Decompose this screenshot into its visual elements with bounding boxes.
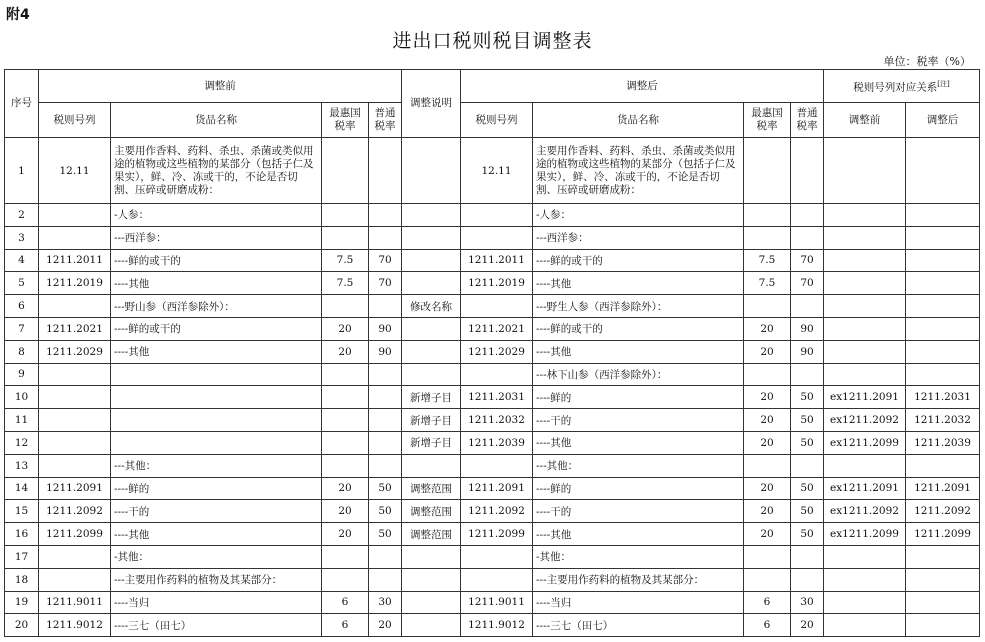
cell-before-general (369, 409, 402, 432)
cell-after-name: ----其他 (533, 431, 744, 454)
cell-after-general: 50 (791, 523, 824, 546)
cell-before-name: ----鲜的或干的 (111, 317, 322, 340)
table-row (5, 454, 980, 477)
cell-relation-before: ex1211.2092 (824, 409, 906, 432)
cell-after-general: 50 (791, 431, 824, 454)
cell-before-mfn (322, 386, 369, 409)
cell-after-mfn (744, 363, 791, 386)
table-row (5, 568, 980, 591)
cell-after-code (461, 204, 533, 227)
cell-note: 调整范围 (402, 500, 461, 523)
header-before-code: 税则号列 (39, 103, 111, 138)
cell-before-general: 20 (369, 614, 402, 637)
attachment-label: 附4 (6, 7, 30, 23)
cell-after-mfn (744, 454, 791, 477)
cell-after-mfn: 20 (744, 500, 791, 523)
cell-after-general (791, 545, 824, 568)
cell-after-name: ----其他 (533, 523, 744, 546)
header-after-general: 普通税率 (791, 103, 824, 138)
cell-before-general (369, 226, 402, 249)
header-relation (824, 70, 980, 103)
table-row (5, 204, 980, 227)
header-relation-after: 调整后 (906, 103, 980, 138)
cell-after-mfn: 20 (744, 431, 791, 454)
table-row (5, 226, 980, 249)
cell-after-mfn: 6 (744, 591, 791, 614)
cell-after-name: ----鲜的或干的 (533, 317, 744, 340)
table-row (5, 409, 980, 432)
cell-before-name: ----其他 (111, 272, 322, 295)
cell-relation-before (824, 295, 906, 318)
cell-after-code: 1211.2019 (461, 272, 533, 295)
cell-before-code: 12.11 (39, 138, 111, 204)
cell-before-name: ----干的 (111, 500, 322, 523)
header-before-name: 货品名称 (111, 103, 322, 138)
tariff-adjustment-table (4, 69, 980, 637)
cell-after-name: ----鲜的或干的 (533, 249, 744, 272)
cell-after-mfn (744, 204, 791, 227)
cell-note (402, 138, 461, 204)
cell-seq: 4 (5, 249, 39, 272)
cell-after-general: 90 (791, 340, 824, 363)
cell-after-code (461, 568, 533, 591)
cell-after-code: 1211.2099 (461, 523, 533, 546)
cell-after-name: -人参： (533, 204, 744, 227)
cell-relation-before (824, 272, 906, 295)
cell-before-general (369, 363, 402, 386)
cell-relation-before (824, 614, 906, 637)
cell-relation-before: ex1211.2091 (824, 386, 906, 409)
cell-before-code (39, 454, 111, 477)
cell-after-code (461, 226, 533, 249)
cell-before-mfn (322, 363, 369, 386)
cell-before-mfn: 7.5 (322, 272, 369, 295)
cell-note (402, 226, 461, 249)
cell-after-general: 50 (791, 409, 824, 432)
cell-note: 调整范围 (402, 523, 461, 546)
cell-relation-before (824, 545, 906, 568)
cell-seq: 13 (5, 454, 39, 477)
cell-relation-after (906, 454, 980, 477)
table-row (5, 272, 980, 295)
cell-relation-after: 1211.2099 (906, 523, 980, 546)
cell-relation-before (824, 249, 906, 272)
cell-before-mfn (322, 545, 369, 568)
cell-after-code: 1211.2029 (461, 340, 533, 363)
cell-after-name: ---西洋参： (533, 226, 744, 249)
cell-after-code: 12.11 (461, 138, 533, 204)
cell-relation-before (824, 591, 906, 614)
cell-after-code: 1211.9012 (461, 614, 533, 637)
cell-note (402, 614, 461, 637)
header-seq: 序号 (5, 70, 39, 138)
cell-after-name: ----其他 (533, 340, 744, 363)
cell-before-general (369, 431, 402, 454)
cell-after-mfn (744, 568, 791, 591)
cell-seq: 5 (5, 272, 39, 295)
cell-relation-after (906, 272, 980, 295)
cell-relation-before (824, 317, 906, 340)
cell-after-code: 1211.2091 (461, 477, 533, 500)
cell-before-general: 70 (369, 272, 402, 295)
cell-before-mfn (322, 295, 369, 318)
header-relation-before: 调整前 (824, 103, 906, 138)
cell-before-name: ----其他 (111, 340, 322, 363)
cell-note (402, 454, 461, 477)
cell-before-name: -其他： (111, 545, 322, 568)
cell-after-code (461, 295, 533, 318)
cell-relation-after: 1211.2031 (906, 386, 980, 409)
cell-after-code: 1211.2092 (461, 500, 533, 523)
cell-note (402, 568, 461, 591)
cell-before-name: ----当归 (111, 591, 322, 614)
cell-before-general (369, 545, 402, 568)
cell-note (402, 204, 461, 227)
cell-before-name (111, 386, 322, 409)
cell-after-mfn: 20 (744, 523, 791, 546)
cell-after-code: 1211.2032 (461, 409, 533, 432)
cell-after-name: ---主要用作药料的植物及其某部分： (533, 568, 744, 591)
cell-after-general: 90 (791, 317, 824, 340)
cell-relation-before (824, 340, 906, 363)
cell-before-general: 50 (369, 477, 402, 500)
table-row (5, 477, 980, 500)
cell-before-code: 1211.2019 (39, 272, 111, 295)
cell-relation-after (906, 249, 980, 272)
cell-note (402, 591, 461, 614)
cell-seq: 3 (5, 226, 39, 249)
cell-relation-before (824, 363, 906, 386)
table-row (5, 545, 980, 568)
cell-before-code (39, 409, 111, 432)
table-row (5, 500, 980, 523)
header-after-name: 货品名称 (533, 103, 744, 138)
cell-after-code: 1211.9011 (461, 591, 533, 614)
cell-after-code (461, 454, 533, 477)
cell-before-mfn (322, 138, 369, 204)
cell-after-mfn: 20 (744, 317, 791, 340)
cell-before-name: ----其他 (111, 523, 322, 546)
cell-relation-after: 1211.2032 (906, 409, 980, 432)
cell-before-mfn: 7.5 (322, 249, 369, 272)
cell-after-name: ---林下山参（西洋参除外）： (533, 363, 744, 386)
cell-before-code: 1211.2011 (39, 249, 111, 272)
page-title: 进出口税则税目调整表 (392, 30, 593, 52)
cell-before-mfn (322, 568, 369, 591)
header-relation-note: [注] (937, 79, 950, 88)
unit-note: 单位：税率（%） (883, 55, 971, 68)
table-row (5, 431, 980, 454)
cell-relation-after (906, 340, 980, 363)
cell-relation-after (906, 568, 980, 591)
cell-before-general (369, 138, 402, 204)
cell-after-mfn (744, 138, 791, 204)
cell-seq: 7 (5, 317, 39, 340)
cell-seq: 6 (5, 295, 39, 318)
cell-relation-before (824, 204, 906, 227)
cell-before-mfn: 20 (322, 500, 369, 523)
cell-relation-after (906, 295, 980, 318)
cell-before-mfn (322, 204, 369, 227)
header-after-code: 税则号列 (461, 103, 533, 138)
cell-note (402, 545, 461, 568)
cell-before-mfn: 20 (322, 340, 369, 363)
header-note: 调整说明 (402, 70, 461, 138)
cell-before-general: 30 (369, 591, 402, 614)
cell-seq: 12 (5, 431, 39, 454)
cell-after-mfn: 7.5 (744, 249, 791, 272)
header-after: 调整后 (461, 70, 824, 103)
cell-before-name: ---其他： (111, 454, 322, 477)
cell-before-name: 主要用作香料、药料、杀虫、杀菌或类似用途的植物或这些植物的某部分（包括子仁及果实），鲜、冷、冻或干的，不论是否切割、压碎或研磨成粉： (111, 138, 322, 204)
cell-before-code: 1211.2021 (39, 317, 111, 340)
table-row (5, 249, 980, 272)
cell-before-general: 70 (369, 249, 402, 272)
table-row (5, 138, 980, 204)
cell-after-code: 1211.2031 (461, 386, 533, 409)
cell-note: 修改名称 (402, 295, 461, 318)
cell-before-code: 1211.2091 (39, 477, 111, 500)
cell-relation-before: ex1211.2091 (824, 477, 906, 500)
cell-before-mfn (322, 431, 369, 454)
cell-before-code: 1211.9011 (39, 591, 111, 614)
cell-after-code: 1211.2021 (461, 317, 533, 340)
cell-after-mfn (744, 295, 791, 318)
cell-seq: 19 (5, 591, 39, 614)
cell-before-code (39, 295, 111, 318)
cell-after-mfn (744, 545, 791, 568)
cell-seq: 15 (5, 500, 39, 523)
cell-seq: 2 (5, 204, 39, 227)
cell-after-name: ----鲜的 (533, 477, 744, 500)
cell-before-code: 1211.2029 (39, 340, 111, 363)
cell-before-code (39, 545, 111, 568)
cell-note: 新增子目 (402, 409, 461, 432)
cell-note (402, 317, 461, 340)
cell-note (402, 340, 461, 363)
cell-before-name: -人参： (111, 204, 322, 227)
cell-relation-after (906, 363, 980, 386)
cell-after-code: 1211.2039 (461, 431, 533, 454)
cell-after-general (791, 204, 824, 227)
cell-after-general (791, 454, 824, 477)
table-row (5, 340, 980, 363)
cell-relation-after: 1211.2091 (906, 477, 980, 500)
cell-after-mfn: 20 (744, 386, 791, 409)
cell-after-general (791, 226, 824, 249)
cell-before-name (111, 363, 322, 386)
cell-before-general (369, 454, 402, 477)
cell-before-code (39, 204, 111, 227)
table-row (5, 295, 980, 318)
cell-after-code: 1211.2011 (461, 249, 533, 272)
cell-note (402, 363, 461, 386)
cell-relation-after (906, 138, 980, 204)
cell-after-name: ----干的 (533, 409, 744, 432)
cell-before-code: 1211.2099 (39, 523, 111, 546)
cell-seq: 17 (5, 545, 39, 568)
cell-relation-before (824, 138, 906, 204)
table-row (5, 317, 980, 340)
cell-seq: 11 (5, 409, 39, 432)
cell-before-name (111, 409, 322, 432)
cell-before-mfn: 6 (322, 591, 369, 614)
cell-relation-after (906, 545, 980, 568)
cell-note (402, 249, 461, 272)
cell-relation-before (824, 454, 906, 477)
header-before-general: 普通税率 (369, 103, 402, 138)
header-relation-label: 税则号列对应关系 (853, 81, 938, 94)
cell-after-general: 20 (791, 614, 824, 637)
cell-after-general (791, 295, 824, 318)
cell-relation-after (906, 317, 980, 340)
header-before: 调整前 (39, 70, 402, 103)
cell-before-mfn (322, 409, 369, 432)
cell-before-name: ---西洋参： (111, 226, 322, 249)
cell-before-mfn (322, 226, 369, 249)
cell-before-code (39, 386, 111, 409)
cell-relation-after (906, 591, 980, 614)
cell-after-code (461, 363, 533, 386)
header-before-mfn: 最惠国税率 (322, 103, 369, 138)
cell-before-name (111, 431, 322, 454)
cell-before-mfn: 20 (322, 477, 369, 500)
cell-seq: 8 (5, 340, 39, 363)
cell-after-name: ----当归 (533, 591, 744, 614)
cell-note: 调整范围 (402, 477, 461, 500)
table-body (5, 138, 980, 637)
cell-before-code: 1211.2092 (39, 500, 111, 523)
cell-relation-before (824, 226, 906, 249)
cell-before-name: ---野山参（西洋参除外）： (111, 295, 322, 318)
cell-before-general: 50 (369, 500, 402, 523)
cell-after-general (791, 363, 824, 386)
table-row (5, 591, 980, 614)
cell-after-mfn: 20 (744, 340, 791, 363)
cell-after-general: 70 (791, 272, 824, 295)
cell-relation-after (906, 204, 980, 227)
cell-relation-after: 1211.2092 (906, 500, 980, 523)
cell-seq: 10 (5, 386, 39, 409)
cell-relation-before: ex1211.2099 (824, 523, 906, 546)
cell-before-code (39, 431, 111, 454)
cell-before-name: ---主要用作药料的植物及其某部分： (111, 568, 322, 591)
table-row (5, 614, 980, 637)
table-row (5, 363, 980, 386)
cell-note: 新增子目 (402, 386, 461, 409)
cell-after-general: 70 (791, 249, 824, 272)
cell-after-general (791, 568, 824, 591)
header-after-mfn: 最惠国税率 (744, 103, 791, 138)
cell-before-name: ----鲜的或干的 (111, 249, 322, 272)
cell-after-mfn: 20 (744, 477, 791, 500)
cell-after-name: -其他： (533, 545, 744, 568)
cell-before-general (369, 386, 402, 409)
cell-after-name: 主要用作香料、药料、杀虫、杀菌或类似用途的植物或这些植物的某部分（包括子仁及果实），鲜、冷、冻或干的，不论是否切割、压碎或研磨成粉： (533, 138, 744, 204)
cell-after-mfn: 6 (744, 614, 791, 637)
cell-seq: 14 (5, 477, 39, 500)
cell-before-name: ----三七（田七） (111, 614, 322, 637)
cell-before-mfn: 20 (322, 523, 369, 546)
cell-after-name: ---其他： (533, 454, 744, 477)
cell-after-name: ----干的 (533, 500, 744, 523)
cell-after-general (791, 138, 824, 204)
cell-relation-after: 1211.2039 (906, 431, 980, 454)
cell-before-general (369, 568, 402, 591)
cell-before-mfn: 20 (322, 317, 369, 340)
cell-seq: 20 (5, 614, 39, 637)
cell-relation-after (906, 226, 980, 249)
cell-after-general: 30 (791, 591, 824, 614)
cell-after-mfn: 20 (744, 409, 791, 432)
cell-relation-before (824, 568, 906, 591)
cell-relation-before: ex1211.2099 (824, 431, 906, 454)
cell-seq: 9 (5, 363, 39, 386)
cell-before-general: 90 (369, 340, 402, 363)
table-row (5, 386, 980, 409)
cell-seq: 16 (5, 523, 39, 546)
cell-note: 新增子目 (402, 431, 461, 454)
cell-before-general: 50 (369, 523, 402, 546)
cell-after-general: 50 (791, 500, 824, 523)
cell-seq: 1 (5, 138, 39, 204)
cell-seq: 18 (5, 568, 39, 591)
cell-before-code (39, 226, 111, 249)
cell-after-general: 50 (791, 477, 824, 500)
cell-after-mfn (744, 226, 791, 249)
cell-before-general (369, 295, 402, 318)
cell-before-code (39, 568, 111, 591)
cell-after-name: ----其他 (533, 272, 744, 295)
cell-relation-before: ex1211.2092 (824, 500, 906, 523)
cell-before-name: ----鲜的 (111, 477, 322, 500)
cell-before-code (39, 363, 111, 386)
cell-after-name: ---野生人参（西洋参除外）： (533, 295, 744, 318)
cell-after-name: ----三七（田七） (533, 614, 744, 637)
cell-before-code: 1211.9012 (39, 614, 111, 637)
cell-note (402, 272, 461, 295)
cell-before-general: 90 (369, 317, 402, 340)
cell-before-mfn: 6 (322, 614, 369, 637)
cell-before-mfn (322, 454, 369, 477)
table-row (5, 523, 980, 546)
cell-after-code (461, 545, 533, 568)
cell-after-mfn: 7.5 (744, 272, 791, 295)
cell-after-general: 50 (791, 386, 824, 409)
cell-before-general (369, 204, 402, 227)
cell-after-name: ----鲜的 (533, 386, 744, 409)
cell-relation-after (906, 614, 980, 637)
